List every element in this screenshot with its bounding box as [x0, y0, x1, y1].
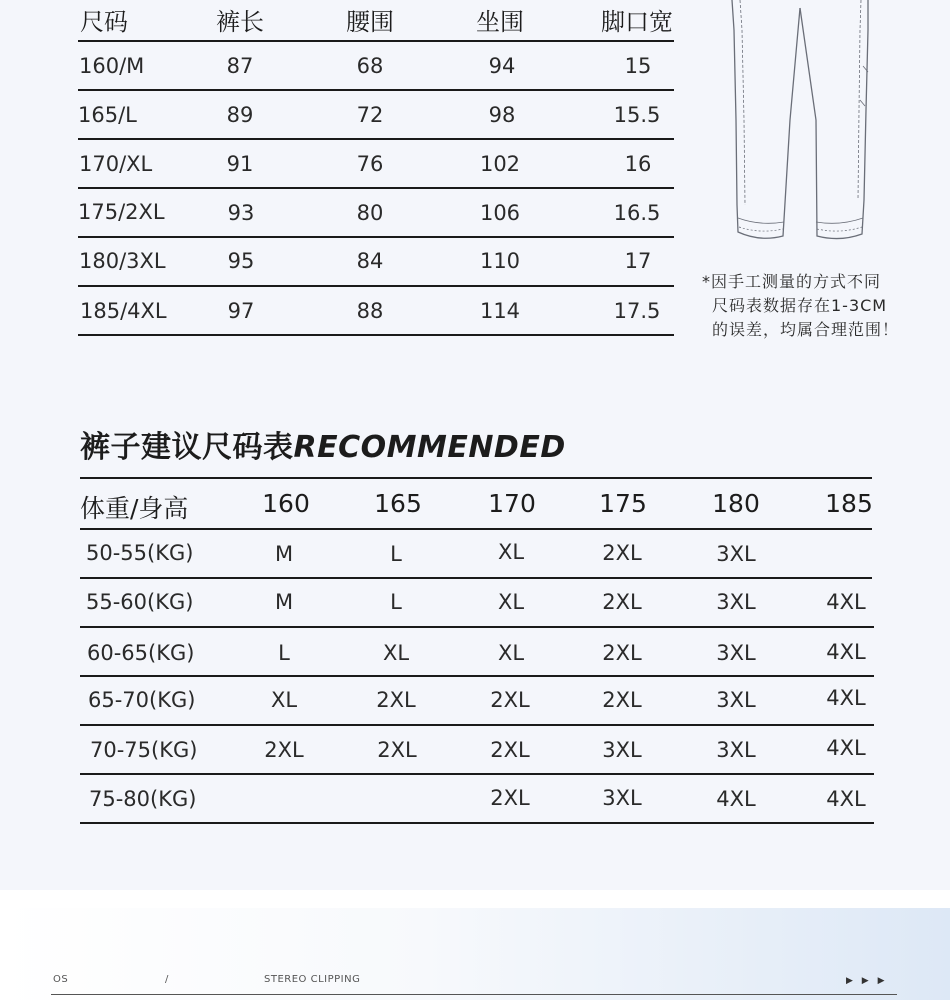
table-cell: 65-70(KG) — [88, 688, 196, 712]
table-cell: 16.5 — [613, 201, 661, 225]
table-cell: 3XL — [716, 688, 756, 712]
table-cell: 17 — [624, 249, 652, 273]
footer-label-left: OS — [53, 974, 69, 985]
size-header-waist: 腰围 — [346, 8, 394, 36]
rec-table-divider — [80, 675, 874, 677]
note-line: 尺码表数据存在1-3CM — [712, 296, 888, 315]
footer-top-strip — [0, 890, 950, 908]
rec-table-divider — [80, 577, 872, 579]
table-cell: 75-80(KG) — [89, 787, 197, 811]
rec-header-height: 185 — [825, 489, 873, 518]
size-header-hem: 脚口宽 — [601, 8, 673, 36]
table-cell: 2XL — [602, 688, 642, 712]
table-cell: 4XL — [826, 590, 866, 614]
rec-header-height: 165 — [374, 489, 422, 518]
rec-table-divider — [80, 528, 872, 530]
recommended-title-en: RECOMMENDED — [293, 430, 566, 465]
table-cell: 15 — [624, 54, 652, 78]
table-cell: 3XL — [602, 786, 642, 810]
table-cell: XL — [270, 688, 298, 712]
table-cell: 4XL — [716, 787, 756, 811]
table-cell: 3XL — [602, 738, 642, 762]
table-cell: XL — [497, 540, 525, 564]
table-cell: XL — [382, 641, 410, 665]
table-cell: 185/4XL — [80, 299, 167, 323]
table-cell: 170/XL — [79, 152, 153, 176]
rec-header-height: 180 — [712, 489, 760, 518]
table-cell: XL — [497, 641, 525, 665]
table-cell: 180/3XL — [79, 249, 166, 273]
table-cell: 2XL — [602, 590, 642, 614]
table-cell: 2XL — [490, 688, 530, 712]
table-cell: 55-60(KG) — [86, 590, 194, 614]
table-cell: 106 — [479, 201, 521, 225]
table-cell: M — [274, 542, 294, 566]
table-cell: M — [274, 590, 294, 614]
table-cell: 88 — [356, 299, 384, 323]
note-line: *因手工测量的方式不同 — [702, 272, 882, 291]
table-cell: L — [390, 590, 402, 614]
table-cell: XL — [497, 590, 525, 614]
table-cell: 87 — [226, 54, 254, 78]
table-cell: 16 — [624, 152, 652, 176]
table-cell: 2XL — [490, 786, 530, 810]
recommended-title-cn: 裤子建议尺码表 — [80, 430, 294, 465]
rec-table-divider — [80, 724, 874, 726]
table-cell: 4XL — [826, 787, 866, 811]
size-header-length: 裤长 — [216, 8, 264, 36]
table-cell: 2XL — [264, 738, 304, 762]
rec-table-divider — [80, 773, 874, 775]
table-cell: 114 — [479, 299, 521, 323]
table-cell: 2XL — [377, 738, 417, 762]
table-cell: 70-75(KG) — [90, 738, 198, 762]
size-header-size: 尺码 — [80, 8, 128, 36]
table-cell: 2XL — [376, 688, 416, 712]
table-cell: 80 — [356, 201, 384, 225]
table-cell: 3XL — [716, 738, 756, 762]
table-cell: 160/M — [79, 54, 145, 78]
table-cell: 3XL — [716, 641, 756, 665]
table-cell: 72 — [356, 103, 384, 127]
table-cell: 89 — [226, 103, 254, 127]
table-cell: 175/2XL — [78, 200, 165, 224]
table-cell: 4XL — [826, 736, 866, 760]
table-cell: 165/L — [78, 103, 137, 127]
table-cell: 95 — [227, 249, 255, 273]
table-cell: 4XL — [826, 640, 866, 664]
table-cell: 3XL — [716, 590, 756, 614]
size-header-hip: 坐围 — [476, 8, 524, 36]
table-cell: 93 — [227, 201, 255, 225]
table-cell: 91 — [226, 152, 254, 176]
table-cell: 50-55(KG) — [86, 541, 194, 565]
table-cell: 4XL — [826, 686, 866, 710]
table-cell: 76 — [356, 152, 384, 176]
rec-table-divider — [80, 626, 874, 628]
table-cell: 17.5 — [613, 299, 661, 323]
table-cell: 98 — [488, 103, 516, 127]
table-cell: 2XL — [490, 738, 530, 762]
table-cell: 15.5 — [613, 103, 661, 127]
table-cell: 84 — [356, 249, 384, 273]
rec-header-height: 160 — [262, 489, 310, 518]
footer-slash: / — [165, 974, 169, 985]
table-cell: 3XL — [716, 542, 756, 566]
note-line: 的误差，均属合理范围！ — [712, 320, 900, 339]
table-cell: 97 — [227, 299, 255, 323]
footer-underline — [51, 994, 897, 995]
rec-header-height: 175 — [599, 489, 647, 518]
table-cell: 94 — [488, 54, 516, 78]
table-cell: L — [390, 542, 402, 566]
table-cell: 2XL — [602, 641, 642, 665]
table-cell: 110 — [479, 249, 521, 273]
rec-table-divider — [80, 822, 874, 824]
rec-table-top-border — [80, 477, 872, 479]
table-cell: 102 — [479, 152, 521, 176]
footer-arrows-icon: ▶ ▶ ▶ — [846, 976, 888, 986]
table-cell: L — [278, 641, 290, 665]
table-cell: 68 — [356, 54, 384, 78]
footer-label-middle: STEREO CLIPPING — [264, 974, 361, 985]
table-cell: 60-65(KG) — [87, 641, 195, 665]
rec-header-height: 170 — [488, 489, 536, 518]
table-cell: 2XL — [602, 541, 642, 565]
rec-header-weight-height: 体重/身高 — [80, 494, 189, 523]
